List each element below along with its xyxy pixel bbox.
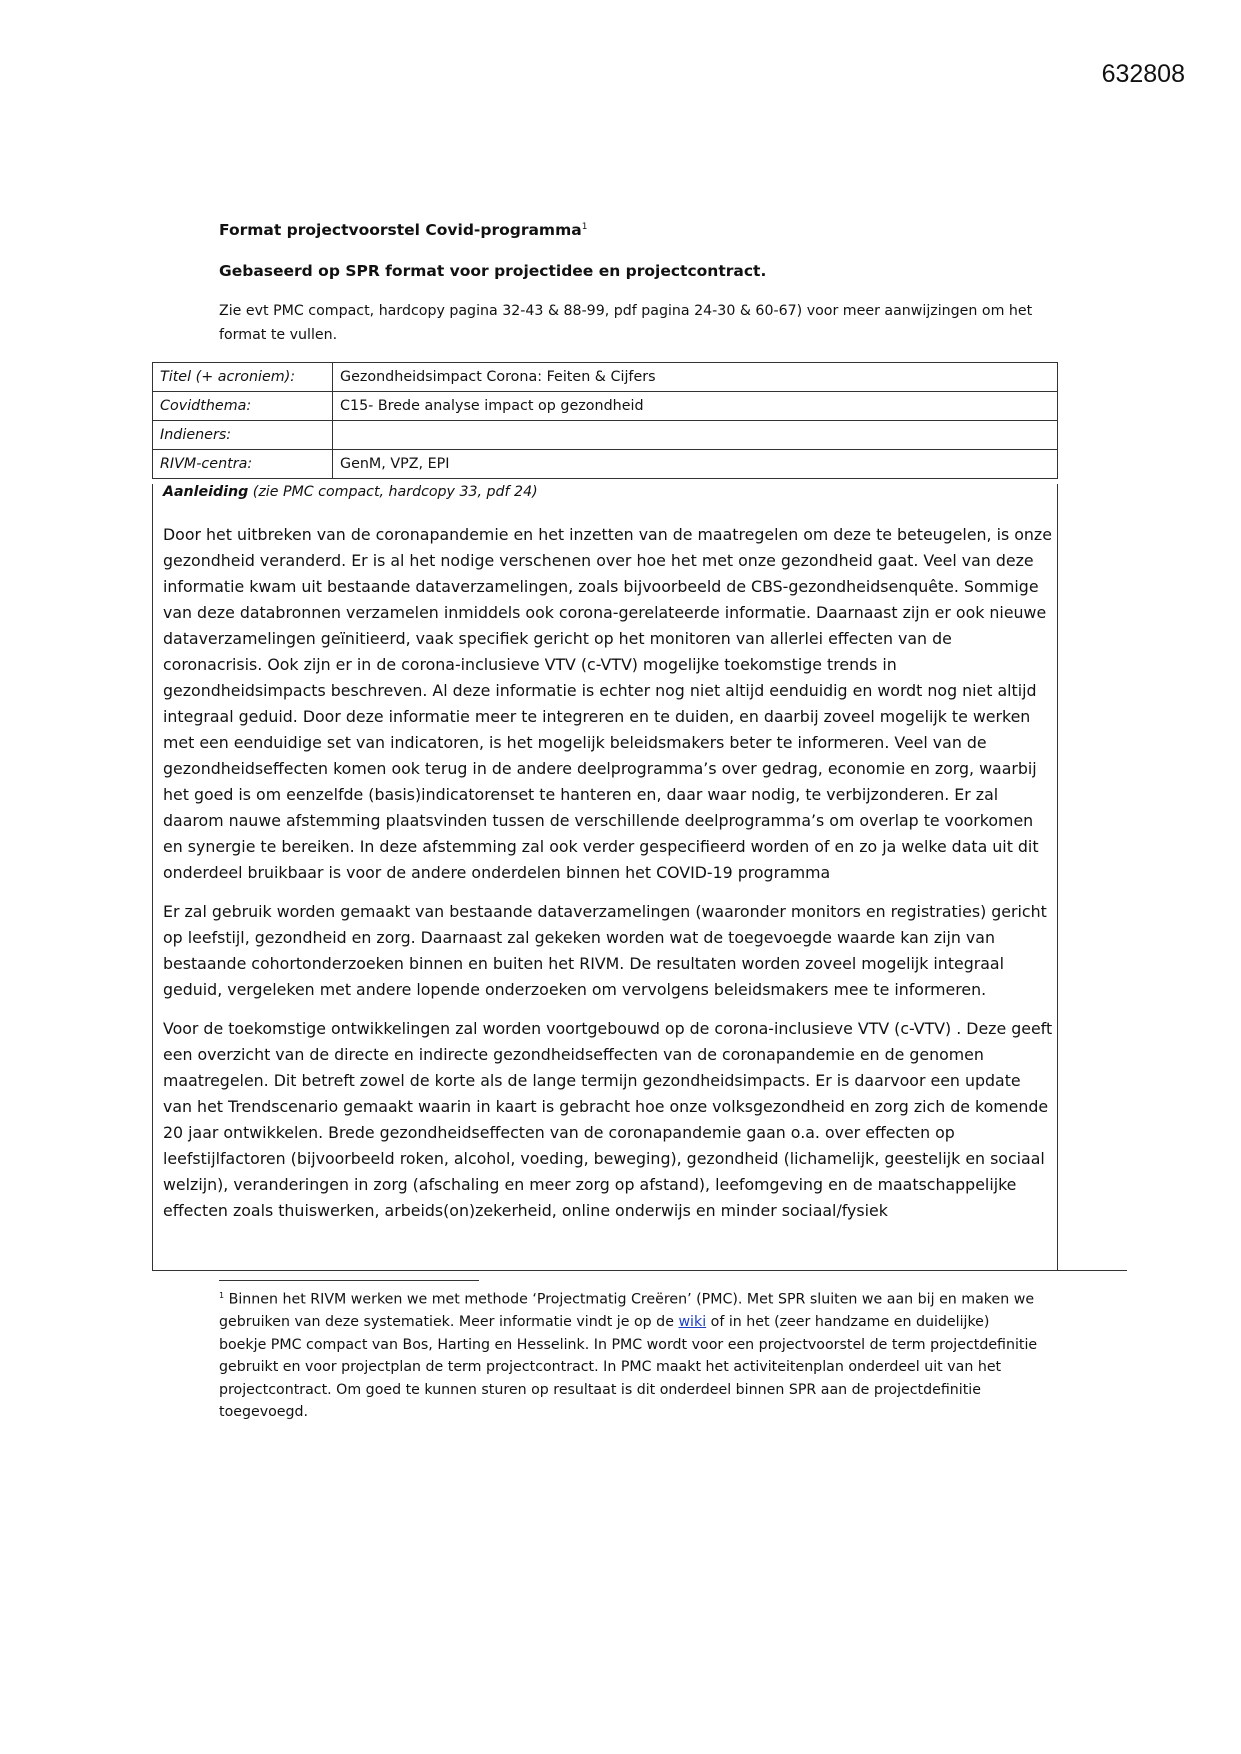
footnote-text-after-link: of in het (zeer handzame en duidelijke) boekje PMC compact van Bos, Harting en Hesselink. In PMC wordt voor een projectvoorstel de term projectdefinitie gebruikt en voor projectplan de term projectcontract. In PMC maakt het activiteitenplan onderdeel uit van het projectcontract. Om goed te kunnen sturen op resultaat is dit onderdeel binnen SPR aan de projectdefinitie toegevoegd. bbox=[219, 1314, 1038, 1421]
document-title-text: Format projectvoorstel Covid-programma bbox=[219, 221, 582, 239]
footnote-separator bbox=[219, 1280, 479, 1281]
meta-row-titel bbox=[153, 363, 1058, 392]
meta-value: Gezondheidsimpact Corona: Feiten & Cijfers bbox=[333, 363, 1058, 392]
title-footnote-mark: 1 bbox=[581, 221, 588, 232]
project-meta-table bbox=[152, 362, 1058, 479]
meta-row-rivm-centra bbox=[153, 450, 1058, 479]
document-subtitle: Gebaseerd op SPR format voor projectidee en projectcontract. bbox=[219, 262, 767, 280]
meta-label: Covidthema: bbox=[153, 392, 333, 421]
footnote bbox=[219, 1285, 1039, 1424]
aanleiding-body bbox=[163, 522, 1053, 1237]
aanleiding-section bbox=[152, 484, 1058, 1271]
meta-label: RIVM-centra: bbox=[153, 450, 333, 479]
table-bottom-border bbox=[152, 1270, 1127, 1271]
meta-label: Indieners: bbox=[153, 421, 333, 450]
meta-row-covidthema bbox=[153, 392, 1058, 421]
aanleiding-heading-note: (zie PMC compact, hardcopy 33, pdf 24) bbox=[248, 484, 538, 500]
footnote-text-before-link: Binnen het RIVM werken we met methode ‘Projectmatig Creëren’ (PMC). Met SPR sluiten we aan bij en maken we gebruiken van deze systematiek. Meer informatie vindt je op de bbox=[219, 1291, 1035, 1331]
aanleiding-heading bbox=[163, 484, 538, 500]
intro-text: Zie evt PMC compact, hardcopy pagina 32-43 & 88-99, pdf pagina 24-30 & 60-67) voor meer aanwijzingen om het format te vullen. bbox=[219, 303, 1033, 343]
document-title bbox=[219, 221, 587, 239]
meta-row-indieners bbox=[153, 421, 1058, 450]
aanleiding-heading-label: Aanleiding bbox=[163, 484, 249, 500]
aanleiding-paragraph-2: Er zal gebruik worden gemaakt van bestaande dataverzamelingen (waaronder monitors en registraties) gericht op leefstijl, gezondheid en zorg. Daarnaast zal gekeken worden wat de toegevoegde waarde kan zijn van bestaande cohortonderzoeken binnen en buiten het RIVM. De resultaten worden zoveel mogelijk integraal geduid, vergeleken met andere lopende onderzoeken om vervolgens beleidsmakers mee te informeren. bbox=[163, 902, 1047, 999]
meta-value: C15- Brede analyse impact op gezondheid bbox=[333, 392, 1058, 421]
aanleiding-paragraph-1: Door het uitbreken van de coronapandemie en het inzetten van de maatregelen om deze te beteugelen, is onze gezondheid veranderd. Er is al het nodige verschenen over hoe het met onze gezondheid gaat. Veel van deze informatie kwam uit bestaande dataverzamelingen, zoals bijvoorbeeld de CBS-gezondheidsenquête. Sommige van deze databronnen verzamelen inmiddels ook corona-gerelateerde informatie. Daarnaast zijn er ook nieuwe dataverzamelingen geïnitieerd, vaak specifiek gericht op het monitoren van allerlei effecten van de coronacrisis. Ook zijn er in de corona-inclusieve VTV (c-VTV) mogelijke toekomstige trends in gezondheidsimpacts beschreven. Al deze informatie is echter nog niet altijd eenduidig en wordt nog niet altijd integraal geduid. Door deze informatie meer te integreren en te duiden, en daarbij zoveel mogelijk te werken met een eenduidige set van indicatoren, is het mogelijk beleidsmakers beter te informeren. Veel van de gezondheidseffecten komen ook terug in de andere deelprogramma’s over gedrag, economie en zorg, waarbij het goed is om eenzelfde (basis)indicatorenset te hanteren en, daar waar nodig, te verbijzonderen. Er zal daarom nauwe afstemming plaatsvinden tussen de verschillende deelprogramma’s om overlap te voorkomen en synergie te bereiken. In deze afstemming zal ook verder gespecifieerd worden of en zo ja welke data uit dit onderdeel bruikbaar is voor de andere onderdelen binnen het COVID-19 programma bbox=[163, 525, 1052, 882]
meta-value: GenM, VPZ, EPI bbox=[333, 450, 1058, 479]
document-number: 632808 bbox=[1101, 60, 1185, 88]
wiki-link[interactable]: wiki bbox=[678, 1314, 707, 1331]
meta-value bbox=[333, 421, 1058, 450]
aanleiding-paragraph-3: Voor de toekomstige ontwikkelingen zal worden voortgebouwd op de corona-inclusieve VTV (c-VTV) . Deze geeft een overzicht van de directe en indirecte gezondheidseffecten van de coronapandemie en de genomen maatregelen. Dit betreft zowel de korte als de lange termijn gezondheidsimpacts. Er is daarvoor een update van het Trendscenario gemaakt waarin in kaart is gebracht hoe onze volksgezondheid en zorg zich de komende 20 jaar ontwikkelen. Brede gezondheidseffecten van de coronapandemie gaan o.a. over effecten op leefstijlfactoren (bijvoorbeeld roken, alcohol, voeding, beweging), gezondheid (lichamelijk, geestelijk en sociaal welzijn), veranderingen in zorg (afschaling en meer zorg op afstand), leefomgeving en de maatschappelijke effecten zoals thuiswerken, arbeids(on)zekerheid, online onderwijs en minder sociaal/fysiek bbox=[163, 1019, 1053, 1220]
footnote-mark: 1 bbox=[219, 1291, 225, 1300]
meta-label: Titel (+ acroniem): bbox=[153, 363, 333, 392]
